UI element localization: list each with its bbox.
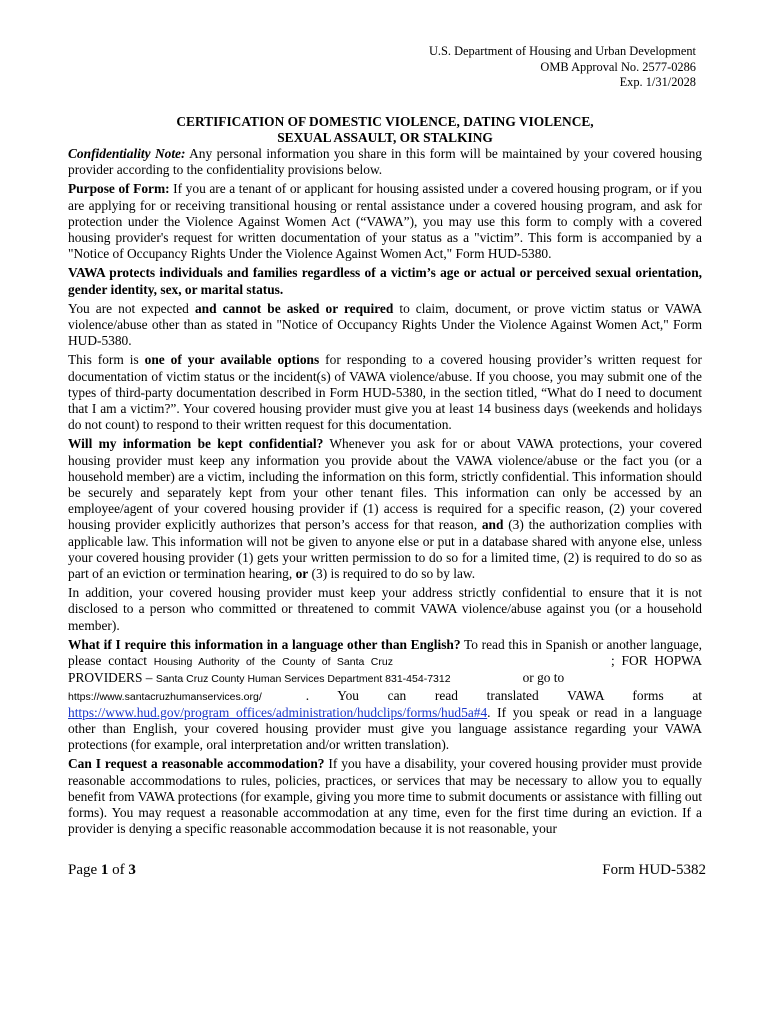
form-header — [429, 44, 696, 91]
hud-forms-link[interactable]: https://www.hud.gov/program_offices/administration/hudclips/forms/hud5a#4 — [68, 704, 488, 720]
language-text-a: To read this in Spanish or another language, please contact — [68, 636, 702, 669]
page-of: of — [108, 862, 129, 878]
language-paragraph — [68, 637, 702, 753]
accommodation-paragraph — [68, 756, 702, 837]
accommodation-label: Can I request a reasonable accommodation? — [68, 756, 325, 772]
not-expected-text-a: You are not expected — [68, 300, 195, 316]
purpose-text: If you are a tenant of or applicant for housing assisted under a covered housing program, or if you are applying for or receiving transitional housing or rental assistance under a covered housing program, and ask for protection under the Violence Against Women Act (“VAWA”), you may use this form to comply with a covered housing provider's request for written documentation of your status as a "victim”. This form is accompanied by a "Notice of Occupancy Rights Under the Violence Against Women Act," Form HUD-5380. — [68, 181, 702, 262]
page-number — [68, 862, 136, 878]
options-bold: one of your available options — [144, 352, 320, 368]
confidential-text-b: (3) the authorization complies with applicable law. This information will not be given to anyone else or put in a database shared with anyone else, unless your covered housing provider (1) gets your written permission to do so for a limited time, (2) is required to do so as part of an eviction or termination hearing, — [68, 517, 702, 582]
expiration-date: Exp. 1/31/2028 — [619, 75, 696, 89]
form-body — [68, 146, 702, 840]
address-paragraph: In addition, your covered housing provider must keep your address strictly confidential to ensure that it is not disclosed to a person who committed or threatened to commit VAWA violence/abuse against you (or a household member). — [68, 585, 702, 633]
not-expected-text-b: to claim, document, or prove victim status or VAWA violence/abuse other than as stated in "Notice of Occupancy Rights Under the Violence Against Women Act," Form HUD-5380. — [68, 300, 702, 349]
options-text-b: for responding to a covered housing provider’s written request for documentation of victim status or the incident(s) of VAWA violence/abuse. If you choose, you may submit one of the types of third-party documentation described in Form HUD-5380, in the section titled, “What do I need to document that I am a victim?”. Your covered housing provider must give you at least 14 business days (weekends and holidays do not count) to respond to their written request for this documentation. — [68, 352, 702, 433]
page-label: Page — [68, 862, 101, 878]
website-field[interactable]: https://www.santacruzhumanservices.org/ — [68, 690, 262, 703]
title-line-1: CERTIFICATION OF DOMESTIC VIOLENCE, DATING VIOLENCE, — [176, 114, 594, 129]
not-expected-bold: and cannot be asked or required — [194, 300, 394, 316]
hopwa-contact-field[interactable]: Santa Cruz County Human Services Department 831-454-7312 — [155, 673, 451, 686]
agency-name: U.S. Department of Housing and Urban Development — [428, 44, 696, 58]
confidential-and: and — [481, 517, 504, 533]
confidential-paragraph — [68, 436, 702, 582]
confidential-text-c: (3) is required to do so by law. — [308, 566, 476, 582]
purpose-paragraph — [68, 181, 702, 262]
language-text-d: . You can read translated VAWA forms at — [305, 687, 702, 703]
language-label: What if I require this information in a language other than English? — [68, 636, 461, 652]
confidential-label: Will my information be kept confidential? — [68, 436, 324, 452]
confidentiality-text: Any personal information you share in this form will be maintained by your covered housing provider according to the confidentiality provisions below. — [68, 146, 703, 178]
form-title — [60, 114, 710, 146]
options-paragraph — [68, 352, 702, 433]
purpose-label: Purpose of Form: — [68, 181, 170, 197]
title-line-2: SEXUAL ASSAULT, OR STALKING — [277, 130, 493, 145]
form-number: Form HUD-5382 — [602, 862, 706, 878]
options-text-a: This form is — [68, 352, 145, 368]
page-footer — [68, 862, 706, 878]
not-expected-paragraph — [68, 301, 702, 350]
pha-contact-field[interactable]: Housing Authority of the County of Santa Cruz — [153, 656, 393, 669]
page-total: 3 — [128, 862, 136, 878]
accommodation-text: If you have a disability, your covered housing provider must provide reasonable accommodations to rules, policies, practices, or services that may be necessary to allow you to equally benefit from VAWA protections (for example, giving you more time to submit documents or assistance with filling out forms). You may request a reasonable accommodation at any time, even for the first time during an eviction. If a provider is denying a specific reasonable accommodation because it is not reasonable, your — [68, 756, 702, 837]
language-text-b: ; FOR HOPWA PROVIDERS – — [68, 653, 702, 686]
omb-approval: OMB Approval No. 2577-0286 — [540, 59, 696, 74]
vawa-protects-paragraph: VAWA protects individuals and families regardless of a victim’s age or actual or perceived sexual orientation, gender identity, sex, or marital status. — [68, 265, 702, 297]
confidential-text-a: Whenever you ask for or about VAWA protections, your covered housing provider must keep any information you provide about the VAWA violence/abuse or the fact you (or a household member) are a victim, including the information on this form, strictly confidential. This information should be securely and separately kept from your other tenant files. This information can only be accessed by an employee/agent of your covered housing provider if (1) access is required for a specific reason, (2) your covered housing provider explicitly authorizes that person’s access for that reason, — [68, 436, 702, 533]
language-text-e: . If you speak or read in a language other than English, your covered housing provider must give you language assistance regarding your VAWA protections (for example, oral interpretation and/or written translation). — [68, 704, 702, 753]
confidential-or: or — [295, 566, 309, 582]
language-text-c: or go to — [522, 670, 565, 686]
page-current: 1 — [100, 862, 109, 878]
confidentiality-note — [68, 146, 702, 178]
confidentiality-label: Confidentiality Note: — [68, 146, 186, 161]
